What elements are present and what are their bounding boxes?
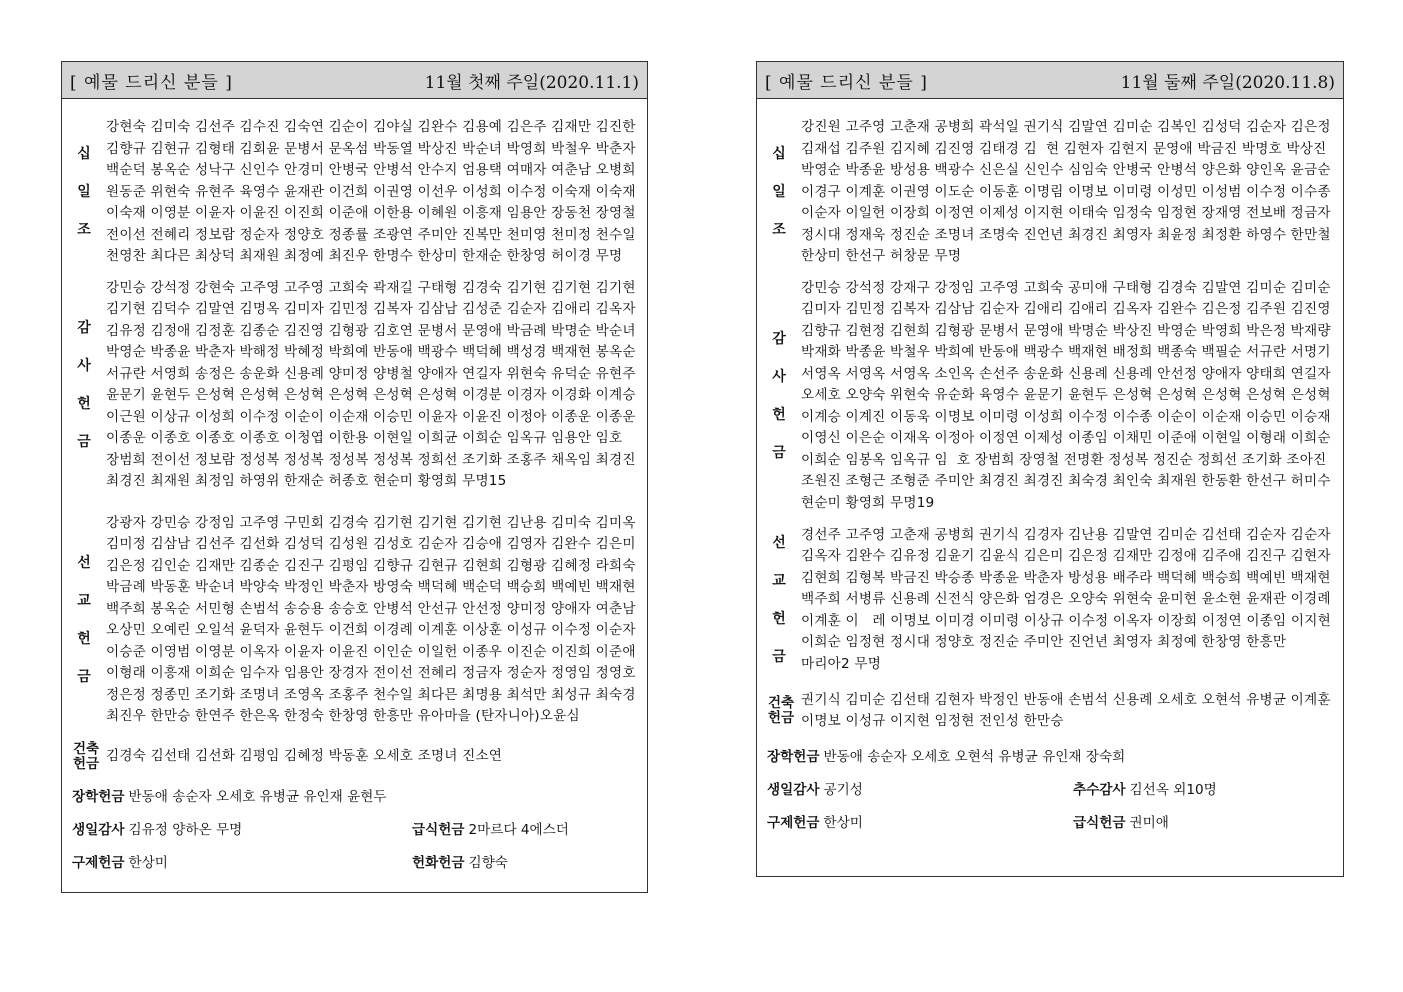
tithe-names: 강현숙 김미숙 김선주 김수진 김숙연 김순이 김야실 김완수 김용예 김은주 김재만 김진한 김향규 김현규 김형태 김회윤 문병서 문옥섬 박동열 박상진 박순녀 박영희 박철우 박춘자 백순덕 봉옥순 성낙구 신인수 안경미 안병국 안병석 안수지 엄용택 여매자 여춘남 오병희 원동준 위현숙 유현주 육영수 윤재관 이건희 이권영 이선우 이성희 이수정 이숙재 이숙재 이숙재 이영분 이윤자 이윤진 이진희 이준애 이한용 이혜원 이흥재 임용안 장동천 장영철 전이선 전혜리 정보람 정순자 정양호 정종률 조광연 주미안 진복만 천미영 천미정 천수일 천영찬 최다믄 최상덕 최재원 최정예 최진우 한명수 한상미 한재순 한창영 허이경 무명	[106, 119, 641, 264]
row-label: 구제헌금	[72, 854, 125, 871]
row-names: 김유정 양하온 무명	[128, 821, 243, 838]
relief-flower-row	[62, 851, 647, 871]
mission-names: 강광자 강민승 강정임 고주영 구민회 김경숙 김기현 김기현 김기현 김난용 김미숙 김미옥 김미정 김삼남 김선주 김선화 김성덕 김성원 김성호 김순자 김승애 김영자 김완수 김은미 김은정 김인순 김재만 김종순 김진구 김평임 김향규 김현규 김현희 김형광 김혜정 라희숙 박금례 박동훈 박순녀 박양숙 박정인 박춘자 방영숙 백덕혜 백순덕 백승희 백예빈 백재현 백주희 봉옥순 서민형 손범석 송승용 송승호 안병석 안선규 안선정 양미정 양애자 여춘남 오상민 오예린 오일석 윤덕자 윤현두 이건희 이경례 이계훈 이상훈 이성규 이수정 이순자 이승준 이영범 이영분 이옥자 이윤자 이윤진 이인순 이일헌 이종우 이진순 이진희 이준애 이형래 이흥재 이희순 임수자 임용안 장경자 전이선 전혜리 정금자 정순자 정영임 정영호 정은정 정종민 조기화 조명녀 조영옥 조홍주 천수일 최다믄 최명용 최석만 최성규 최숙경 최진우 한만승 한연주 한은옥 한정숙 한창영 한흥만 유아마을 (탄자니아)오윤심	[106, 514, 641, 724]
row-label: 장학헌금	[72, 788, 125, 805]
row-names: 반동애 송순자 오세호 유병균 유인재 윤현두	[128, 788, 387, 805]
building-names: 김경숙 김선태 김선화 김평임 김혜정 박동훈 오세호 조명녀 진소연	[106, 748, 503, 764]
panel-date: 11월 둘째 주일(2020.11.8)	[1120, 72, 1335, 93]
row-names: 김향숙	[468, 854, 508, 871]
building-section	[757, 690, 1343, 732]
tithe-section	[62, 117, 647, 268]
panel-date: 11월 첫째 주일(2020.11.1)	[424, 72, 639, 93]
tithe-section	[757, 117, 1343, 268]
section-label: 선 교 헌 금	[77, 555, 91, 685]
building-names: 권기식 김미순 김선태 김현자 박정인 반동애 손범석 신용례 오세호 오현석 유병균 이계훈 이명보 이성규 이지현 임정현 전인성 한만승	[801, 692, 1336, 729]
row-label: 구제헌금	[767, 815, 820, 831]
section-label: 건축 헌금	[767, 695, 795, 726]
row-names: 권미애	[1129, 815, 1169, 831]
panel-header	[62, 62, 647, 99]
row-label: 급식헌금	[412, 821, 465, 838]
section-label: 선 교 헌 금	[772, 535, 786, 665]
row-label: 장학헌금	[767, 749, 820, 765]
offering-panel-week2	[756, 61, 1344, 877]
thanks-names: 강민승 강석정 강현숙 고주영 고주영 고희숙 곽재길 구태형 김경숙 김기현 김기현 김기현 김기현 김덕수 김말연 김명옥 김미자 김민정 김복자 김삼남 김성준 김순자 김애리 김옥자 김유정 김정애 김정훈 김종순 김진영 김형광 김호연 문병서 문영애 박금례 박명순 박순녀 박영순 박종윤 박춘자 박해정 박혜정 박희예 반동애 백광수 백덕혜 백성경 백재현 봉옥순 서규란 서영희 송정은 송운화 신용례 양미정 양병철 양애자 연길자 위현숙 유덕순 유현주 윤문기 윤현두 은성혁 은성혁 은성혁 은성혁 은성혁 은성혁 이경분 이경자 이경화 이계승 이근원 이상규 이성희 이수정 이순이 이순재 이승민 이윤자 이윤진 이정아 이종운 이종운 이종운 이종호 이종호 이종호 이청엽 이한용 이현일 이희균 이희순 임옥규 임용안 임호 장범희 전이선 정보람 정성복 정성복 정성복 정성복 정희선 조기화 조홍주 채옥임 최경진 최경진 최재원 최정임 하영위 한재순 허종호 현순미 황영희 무명15	[106, 279, 641, 489]
row-label: 헌화헌금	[412, 854, 465, 871]
row-names: 공기성	[823, 782, 863, 798]
birthday-meal-row	[62, 818, 647, 838]
scholarship-row	[757, 745, 1343, 765]
row-names: 2마르다 4에스더	[468, 821, 569, 838]
row-label: 급식헌금	[1073, 815, 1126, 831]
mission-names: 경선주 고주영 고춘재 공병희 권기식 김경자 김난용 김말연 김미순 김선태 김순자 김순자 김옥자 김완수 김유정 김윤기 김윤식 김은미 김은정 김재만 김정애 김주애 김진구 김현자 김현희 김형복 박금진 박승종 박종윤 박춘자 방성용 배주라 백덕혜 백승희 백예빈 백재현 백주희 서병류 신용례 신전식 양은화 엄경은 오양숙 위현숙 윤미현 윤소현 윤재관 이경례 이계훈 이 레 이명보 이미경 이미령 이상규 이수정 이옥자 이장희 이정연 이종임 이지현 이희순 임정현 정시대 정양호 정진순 주미안 진언년 최영자 최정예 한창영 한흥만 마리아2 무명	[801, 526, 1336, 672]
scholarship-row	[62, 785, 647, 805]
row-label: 추수감사	[1073, 782, 1126, 798]
row-names: 김선옥 외10명	[1129, 782, 1217, 798]
panel-title: [ 예물 드리신 분들 ]	[70, 72, 233, 93]
row-label: 생일감사	[767, 782, 820, 798]
section-label: 감 사 헌 금	[77, 320, 91, 450]
section-label: 십 일 조	[772, 146, 786, 239]
mission-section	[62, 513, 647, 728]
panel-header	[757, 62, 1343, 99]
row-names: 반동애 송순자 오세호 오현석 유병균 유인재 장숙희	[823, 749, 1126, 765]
row-names: 한상미	[823, 815, 863, 831]
thanks-section	[62, 278, 647, 493]
row-label: 생일감사	[72, 821, 125, 838]
birthday-harvest-row	[757, 778, 1343, 798]
section-label: 십 일 조	[77, 146, 91, 239]
section-label: 감 사 헌 금	[772, 330, 786, 461]
row-names: 한상미	[128, 854, 168, 871]
tithe-names: 강진원 고주영 고춘재 공병희 곽석일 권기식 김말연 김미순 김복인 김성덕 김순자 김은정 김재섭 김주원 김지혜 김진영 김태경 김 현 김현자 김현지 문영애 박금진 박명호 박상진 박영순 박종윤 방성용 백광수 신은실 신인수 심임숙 안병국 안병석 양은화 양인옥 윤금순 이경구 이계훈 이권영 이도순 이동훈 이명림 이명보 이미령 이성민 이성범 이수정 이수종 이순자 이일헌 이장희 이정연 이제성 이지현 이태숙 임정숙 임정현 장재영 전보배 정금자 정시대 정재욱 정진순 조명녀 조명숙 진언년 최경진 최영자 최윤정 최정환 하영수 한만철 한상미 한선구 허창문 무명	[801, 119, 1336, 264]
panel-title: [ 예물 드리신 분들 ]	[765, 72, 928, 93]
thanks-section	[757, 278, 1343, 515]
section-label: 건축 헌금	[72, 740, 100, 772]
building-section	[62, 742, 647, 772]
relief-meal-row	[757, 811, 1343, 831]
thanks-names: 강민승 강석정 강재구 강정임 고주영 고희숙 공미애 구태형 김경숙 김말연 김미순 김미순 김미자 김민정 김복자 김삼남 김순자 김애리 김애리 김옥자 김완수 김은정 김주원 김진영 김향규 김현정 김현희 김형광 문병서 문영애 박명순 박상진 박영순 박영희 박은정 박재량 박재화 박종윤 박철우 박희예 반동애 백광수 백재현 배정희 백종숙 백필순 서규란 서명기 서영옥 서영옥 서영옥 소인옥 손선주 송운화 신용례 신용례 안선정 양애자 양태희 연길자 오세호 오양숙 위현숙 유순화 육영수 윤문기 윤현두 은성혁 은성혁 은성혁 은성혁 은성혁 이계승 이계진 이동욱 이명보 이미령 이성희 이수정 이수종 이순이 이순재 이승민 이승재 이영신 이은순 이재옥 이정아 이정연 이제성 이종임 이채민 이준애 이현일 이형래 이희순 이희순 임봉옥 임옥규 임 호 장범희 장영철 전명환 정성복 정진순 정희선 조기화 조아진 조원진 조형근 조형준 주미안 최경진 최경진 최숙경 최인숙 최재원 한동환 한선구 허미수 현순미 황영희 무명19	[801, 279, 1336, 511]
mission-section	[757, 524, 1343, 676]
offering-panel-week1	[61, 61, 648, 893]
